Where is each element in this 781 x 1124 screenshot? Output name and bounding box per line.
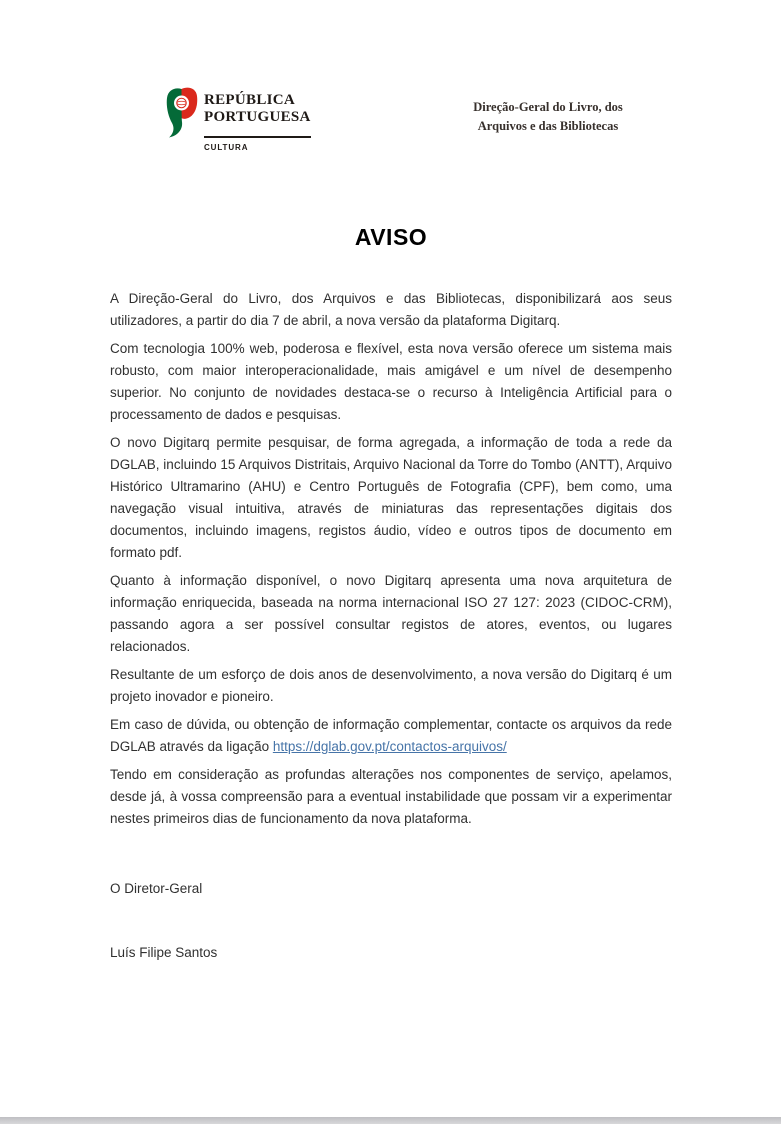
- notice-body: [110, 288, 672, 970]
- notice-title: AVISO: [354, 224, 428, 250]
- body-paragraph: Com tecnologia 100% web, poderosa e flexível, esta nova versão oferece um sistema mais robusto, com maior interoperacionalidade, mais amigável e um nível de desempenho superior. No conjunto de novidades destaca-se o recurso à Inteligência Artificial para o processamento de dados e pesquisas.: [110, 341, 672, 422]
- contact-paragraph-text: Em caso de dúvida, ou obtenção de informação complementar, contacte os arquivos da rede DGLAB através da ligação: [110, 717, 672, 754]
- signature-name: Luís Filipe Santos: [110, 945, 218, 960]
- contacts-link[interactable]: https://dglab.gov.pt/contactos-arquivos/: [272, 739, 507, 754]
- logo-divider-rule: [204, 136, 311, 138]
- republica-portuguesa-logo: [165, 87, 198, 140]
- body-paragraph: Tendo em consideração as profundas alterações nos componentes de serviço, apelamos, desde já, à vossa compreensão para a eventual instabilidade que possam vir a experimentar nestes primeiros dias de funcionamento da nova plataforma.: [110, 767, 672, 826]
- organization-name: [448, 98, 648, 136]
- portugal-flag-icon: [165, 87, 198, 140]
- body-paragraph: Resultante de um esforço de dois anos de desenvolvimento, a nova versão do Digitarq é um projeto inovador e pioneiro.: [110, 667, 672, 704]
- organization-name-line2: Arquivos e das Bibliotecas: [477, 119, 619, 133]
- logo-ministry-label: CULTURA: [204, 143, 249, 152]
- page-edge-shadow: [0, 1117, 781, 1124]
- logo-text-block: [204, 92, 311, 152]
- signature-role: O Diretor-Geral: [110, 881, 203, 896]
- logo-country-line1: REPÚBLICA: [204, 92, 296, 108]
- organization-name-line1: Direção-Geral do Livro, dos: [473, 100, 623, 114]
- contact-paragraph: [110, 714, 672, 758]
- body-paragraph: A Direção-Geral do Livro, dos Arquivos e das Bibliotecas, disponibilizará aos seus utilizadores, a partir do dia 7 de abril, a nova versão da plataforma Digitarq.: [110, 291, 672, 328]
- logo-country-line2: PORTUGUESA: [204, 108, 311, 125]
- body-paragraph: O novo Digitarq permite pesquisar, de forma agregada, a informação de toda a rede da DGLAB, incluindo 15 Arquivos Distritais, Arquivo Nacional da Torre do Tombo (ANTT), Arquivo Histórico Ultramarino (AHU) e Centro Português de Fotografia (CPF), bem como, uma navegação visual intuitiva, através de miniaturas das representações digitais dos documentos, incluindo imagens, registos áudio, vídeo e outros tipos de documento em formato pdf.: [110, 435, 672, 560]
- body-paragraph: Quanto à informação disponível, o novo Digitarq apresenta uma nova arquitetura de informação enriquecida, baseada na norma internacional ISO 27 127: 2023 (CIDOC-CRM), passando agora a ser possível consultar registos de atores, eventos, ou lugares relacionados.: [110, 573, 672, 654]
